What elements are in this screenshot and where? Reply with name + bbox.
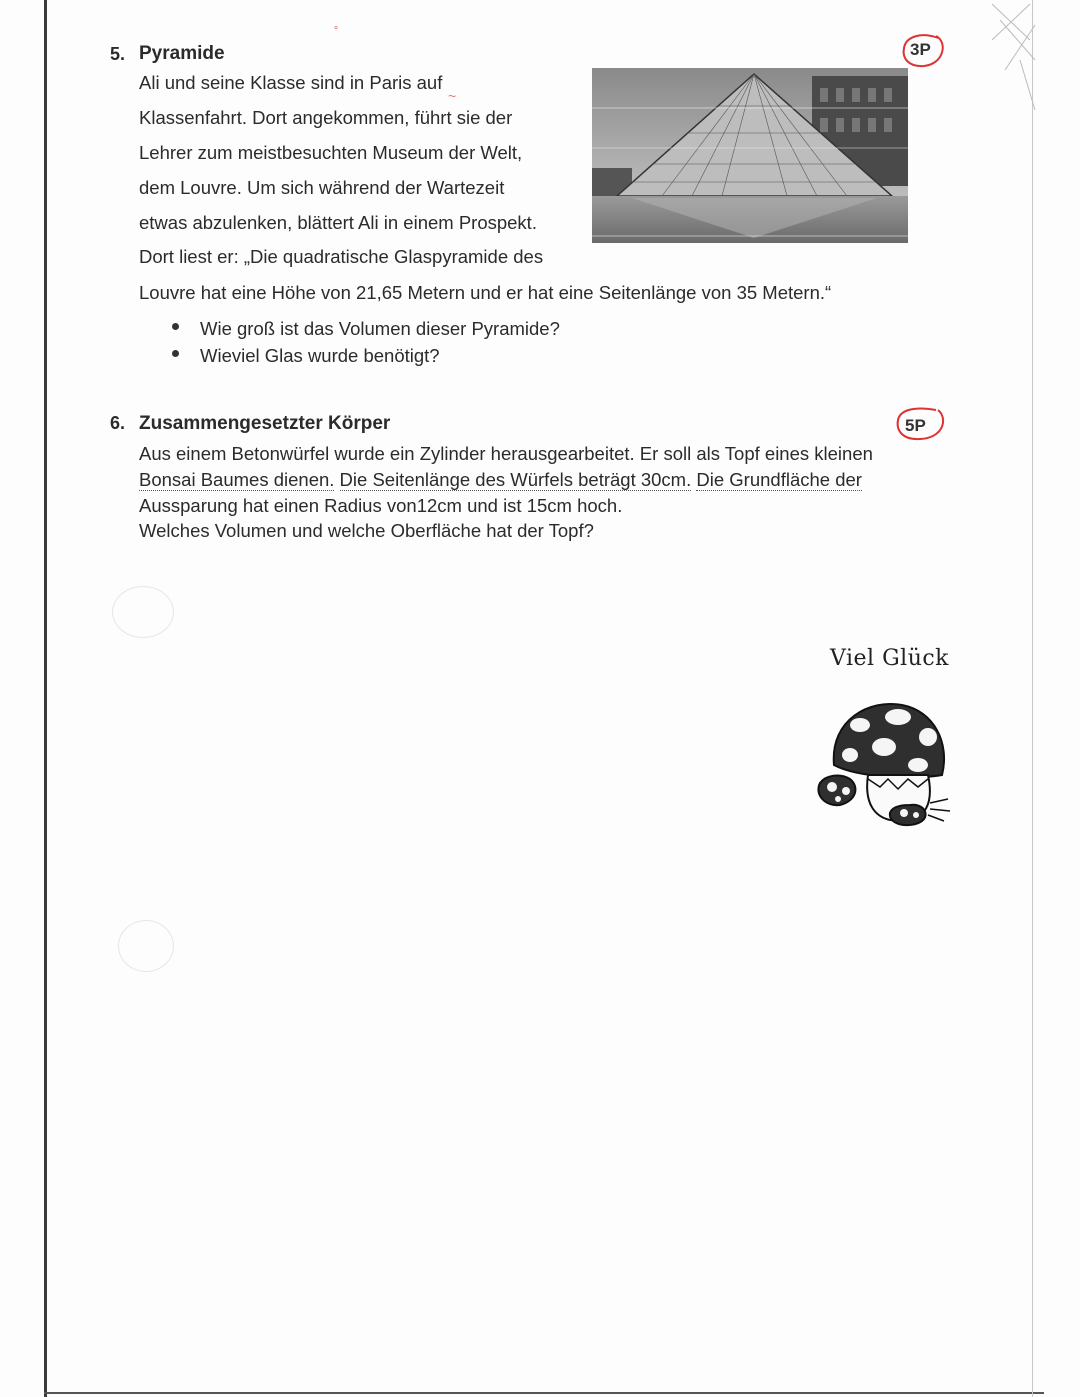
task6-dotted-segment: Bonsai Baumes dienen.	[139, 469, 335, 490]
task5-text-line: Klassenfahrt. Dort angekommen, führt sie der	[139, 107, 513, 128]
task6-title: Zusammengesetzter Körper	[139, 413, 391, 434]
task6-number: 6.	[110, 413, 126, 433]
task6-text-line: Aus einem Betonwürfel wurde ein Zylinder herausgearbeitet. Er soll als Topf eines kleinen	[139, 443, 873, 464]
bullet-icon	[172, 323, 179, 330]
task6-dotted-segment: Die Grundfläche der	[696, 469, 862, 490]
task5-question: Wieviel Glas wurde benötigt?	[200, 345, 440, 366]
task6-dotted-segment: Die Seitenlänge des Würfels beträgt 30cm.	[339, 469, 692, 490]
task6-points: 5P	[905, 416, 926, 435]
task5-points: 3P	[910, 40, 931, 59]
task5-text-line: etwas abzulenken, blättert Ali in einem Prospekt.	[139, 212, 537, 233]
teacher-mark: ˚	[334, 24, 339, 40]
task5-text-line: Dort liest er: „Die quadratische Glaspyramide des	[139, 246, 544, 267]
page-edge-right	[1032, 0, 1033, 1397]
task5-text-line: Lehrer zum meistbesuchten Museum der Welt,	[139, 142, 523, 163]
task6-text-line	[139, 469, 862, 491]
task5-text-line: Ali und seine Klasse sind in Paris auf	[139, 72, 443, 93]
task5-question: Wie groß ist das Volumen dieser Pyramide?	[200, 318, 560, 339]
punch-hole-mark	[118, 920, 174, 972]
task6-text-line: Welches Volumen und welche Oberfläche hat der Topf?	[139, 520, 594, 541]
page-edge-left	[44, 0, 47, 1397]
task5-number: 5.	[110, 44, 126, 64]
mushroom-illustration	[810, 695, 950, 830]
bullet-icon	[172, 350, 179, 357]
page-edge-bottom	[44, 1392, 1044, 1394]
teacher-mark: ~	[448, 88, 457, 104]
louvre-pyramid-photo	[592, 68, 908, 243]
task5-title: Pyramide	[139, 43, 225, 64]
task6-text-line: Aussparung hat einen Radius von12cm und ist 15cm hoch.	[139, 495, 623, 516]
task5-text-line: dem Louvre. Um sich während der Wartezeit	[139, 177, 505, 198]
task5-text-line: Louvre hat eine Höhe von 21,65 Metern und er hat eine Seitenlänge von 35 Metern.“	[139, 282, 832, 303]
punch-hole-mark	[112, 586, 174, 638]
closing-text: Viel Glück	[830, 646, 950, 671]
corner-scribble	[990, 0, 1040, 110]
